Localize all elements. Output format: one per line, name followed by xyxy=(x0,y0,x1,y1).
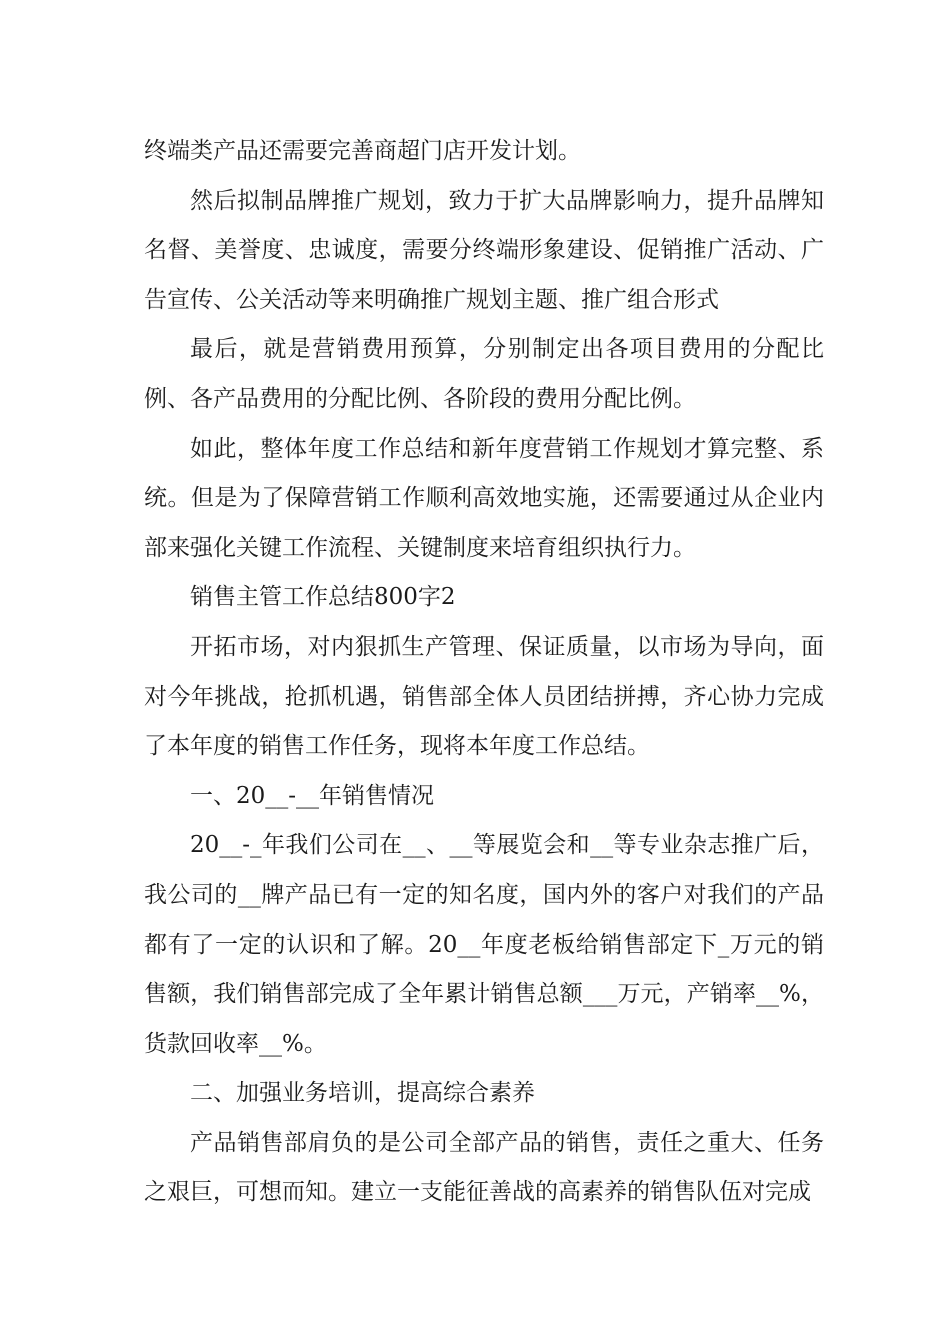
section-title: 销售主管工作总结800字2 xyxy=(190,584,456,611)
paragraph-conclusion: 如此，整体年度工作总结和新年度营销工作规划才算完整、系统。但是为了保障营销工作顺利高效地实施，还需要通过从企业内部来强化关键工作流程、关键制度来培育组织执行力。 xyxy=(144,435,824,561)
heading-training: 二、加强业务培训，提高综合素养 xyxy=(190,1080,535,1107)
paragraph-continuation: 终端类产品还需要完善商超门店开发计划。 xyxy=(144,138,581,164)
paragraph-sales-situation: 20__-_年我们公司在__、__等展览会和__等专业杂志推广后，我公司的__牌产品已有一定的知名度，国内外的客户对我们的产品都有了一定的认识和了解。20__年度老板给销售部定下_万元的销售额，我们销售部完成了全年累计销售总额___万元，产销率__%，货款回收率__%。 xyxy=(144,832,824,1057)
paragraph-training: 产品销售部肩负的是公司全部产品的销售，责任之重大、任务之艰巨，可想而知。建立一支能征善战的高素养的销售队伍对完成 xyxy=(144,1129,824,1206)
paragraph-budget: 最后，就是营销费用预算，分别制定出各项目费用的分配比例、各产品费用的分配比例、各阶段的费用分配比例。 xyxy=(144,336,824,412)
document-body xyxy=(144,127,824,1218)
paragraph-intro: 开拓市场，对内狠抓生产管理、保证质量，以市场为导向，面对今年挑战，抢抓机遇，销售部全体人员团结拼搏，齐心协力完成了本年度的销售工作任务，现将本年度工作总结。 xyxy=(144,633,824,760)
heading-sales-situation: 一、20__-__年销售情况 xyxy=(190,782,435,809)
paragraph-brand-promotion: 然后拟制品牌推广规划，致力于扩大品牌影响力，提升品牌知名督、美誉度、忠诚度，需要分终端形象建设、促销推广活动、广告宣传、公关活动等来明确推广规划主题、推广组合形式 xyxy=(144,187,824,313)
